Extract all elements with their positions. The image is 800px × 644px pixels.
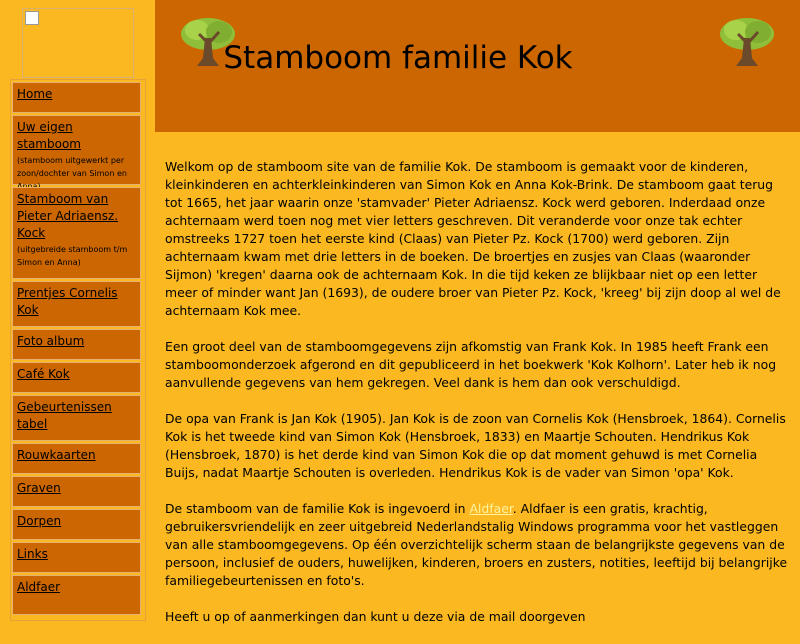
sidebar-item-graven[interactable]: [12, 476, 141, 507]
sidebar-item-label[interactable]: Gebeurtenissen tabel: [17, 400, 112, 431]
aldfaer-paragraph: [165, 500, 793, 590]
sidebar-item-label[interactable]: Home: [17, 87, 53, 101]
sidebar-item-note: (stamboom uitgewerkt per zoon/dochter van Simon en: [17, 156, 127, 178]
broken-image-icon: [25, 11, 39, 25]
main-content: [165, 158, 793, 644]
tree-icon: [718, 14, 776, 70]
sidebar-item-stamboom-pieter[interactable]: [12, 187, 141, 279]
sidebar-item-aldfaer[interactable]: [12, 575, 141, 615]
sidebar-item-note: (uitgebreide stamboom t/m Simon en Anna): [17, 245, 128, 267]
intro-paragraph: Welkom op de stamboom site van de familie Kok. De stamboom is gemaakt voor de kinderen, kleinkinderen en achterkleinkinderen van Simon Kok en Anna Kok-Brink. De stamboom gaat terug tot 1665, het jaar waarin onze 'stamvader' Pieter Adriaensz. Kock werd geboren. Inderdaad onze achternaam werd toen nog met vier letters geschreven. Dit veranderde voor onze tak echter omstreeks 1727 toen het eerste kind (Claas) van Pieter Pz. Kock (1700) werd geboren. Zijn achternaam kwam met drie letters in de boeken. De broertjes en zusjes van Claas (waaronder Sijmon) 'kregen' daarna ook de achternaam Kok. In die tijd keken ze blijkbaar niet op een letter meer of minder want Jan (1693), de oudere broer van Pieter Pz. Kock, 'kreeg' bij zijn doop al wel de achternaam Kok mee.: [165, 159, 781, 318]
sidebar-item-label[interactable]: Rouwkaarten: [17, 448, 96, 462]
aldfaer-text-before: De stamboom van de familie Kok is ingevoerd in: [165, 501, 470, 516]
sidebar-item-rouwkaarten[interactable]: [12, 443, 141, 474]
sidebar-item-label[interactable]: Dorpen: [17, 514, 62, 528]
sidebar-item-label[interactable]: Aldfaer: [17, 580, 61, 594]
sidebar-item-label[interactable]: Prentjes Cornelis Kok: [17, 286, 118, 317]
sidebar-item-cafe-kok[interactable]: [12, 362, 141, 393]
page-title: Stamboom familie Kok: [223, 40, 573, 76]
sidebar-item-gebeurtenissen[interactable]: [12, 395, 141, 441]
sidebar-item-label[interactable]: Café Kok: [17, 367, 70, 381]
lineage-paragraph: De opa van Frank is Jan Kok (1905). Jan Kok is de zoon van Cornelis Kok (Hensbroek, 1864). Cornelis Kok is het tweede kind van Simon Kok (Hensbroek, 1833) en Maartje Schouten. Hendrikus Kok (Hensbroek, 1870) is het derde kind van Simon Kok die op dat moment gehuwd is met Cornelia Buijs, nadat Maartje Schouten is overleden. Hendrikus Kok is de vader van Simon 'opa' Kok.: [165, 411, 786, 480]
sidebar-item-home[interactable]: [12, 82, 141, 113]
sidebar-nav: [10, 79, 146, 621]
sidebar-item-label[interactable]: Foto album: [17, 334, 85, 348]
logo-image: [22, 8, 134, 78]
sidebar-item-uw-eigen-stamboom[interactable]: [12, 115, 141, 185]
sidebar-item-foto-album[interactable]: [12, 329, 141, 360]
sidebar-item-label[interactable]: Links: [17, 547, 48, 561]
sidebar-item-links[interactable]: [12, 542, 141, 573]
contact-paragraph: Heeft u op of aanmerkingen dan kunt u deze via de mail doorgeven: [165, 609, 586, 624]
aldfaer-text-after: . Aldfaer is een gratis, krachtig, gebruikersvriendelijk en zeer uitgebreid Nederlandstalig Windows programma voor het vastleggen van alle stamboomgegevens. Op één overzichtelijk scherm staan de belangrijkste gegevens van de persoon, inclusief de ouders, huwelijken, kinderen, broers en zusters, notities, leeftijd bij belangrijke familiegebeurtenissen en foto's.: [165, 501, 788, 588]
aldfaer-link[interactable]: Aldfaer: [469, 501, 513, 516]
sidebar-item-dorpen[interactable]: [12, 509, 141, 540]
sidebar-item-prentjes[interactable]: [12, 281, 141, 327]
sidebar-item-label[interactable]: Uw eigen stamboom: [17, 120, 81, 151]
sidebar-item-label[interactable]: Graven: [17, 481, 61, 495]
sidebar-item-label[interactable]: Stamboom van Pieter Adriaensz. Kock: [17, 192, 119, 240]
source-paragraph: Een groot deel van de stamboomgegevens zijn afkomstig van Frank Kok. In 1985 heeft Frank een stamboomonderzoek afgerond en dit gepubliceerd in het boekwerk 'Kok Kolhorn'. Later heb ik nog aanvullende gegevens van hem gekregen. Veel dank is hem dan ook verschuldigd.: [165, 339, 777, 390]
